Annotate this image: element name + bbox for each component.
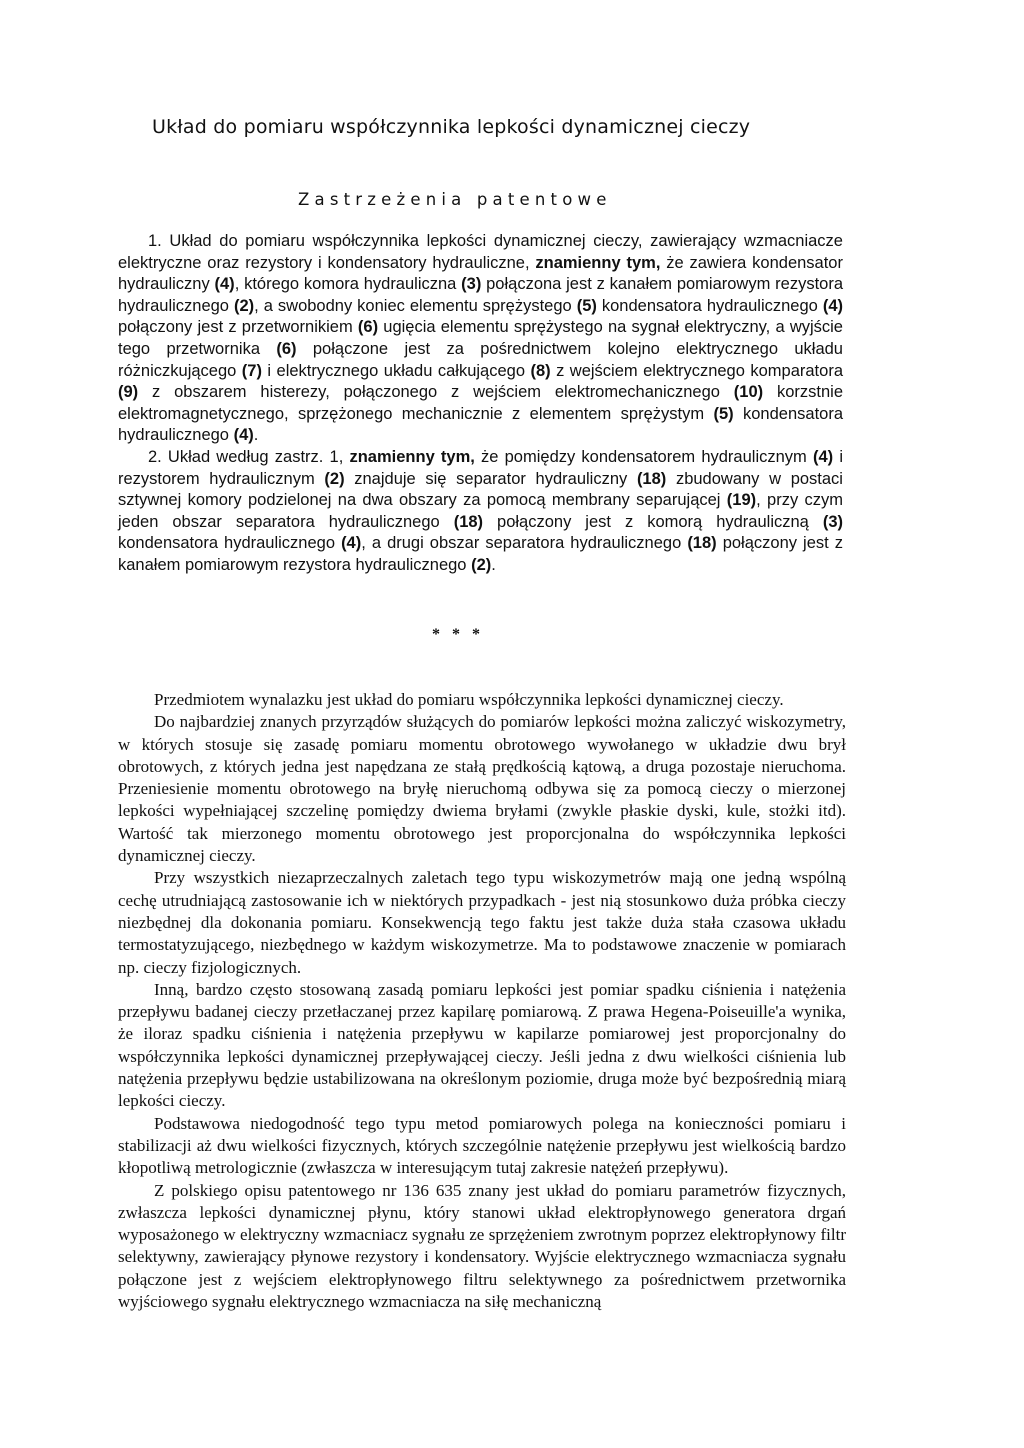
claim-bold-segment: (4) bbox=[341, 534, 362, 553]
claim-bold-segment: (10) bbox=[733, 383, 764, 402]
claim-bold-segment: (3) bbox=[461, 275, 482, 294]
claim-bold-segment: (7) bbox=[241, 361, 262, 380]
claim-bold-segment: (5) bbox=[713, 404, 734, 423]
claim-bold-segment: (2) bbox=[233, 296, 255, 315]
claim-bold-segment: (18) bbox=[687, 534, 717, 553]
description-paragraph: Do najbardziej znanych przyrządów służących do pomiarów lepkości można zaliczyć wiskozymetry, w których stosuje się zasadę pomiaru momentu obrotowego wywołanego w układzie dwu brył obrotowych, z których jedna jest napędzana ze stałą prędkością kątową, a druga pozostaje nieruchoma. Przeniesienie momentu obrotowego na bryłę nieruchomą odbywa się za pomocą cieczy o mierzonej lepkości wypełniającej szczelinę pomiędzy dwiema bryłami (zwykle płaskie dyski, kule, stożki itd). Wartość tak mierzonego momentu obrotowego jest proporcjonalna do współczynnika lepkości dynamicznej cieczy. bbox=[118, 712, 846, 866]
section-separator: * * * bbox=[432, 626, 484, 643]
claim-text-segment: kondensatora hydraulicznego bbox=[596, 296, 823, 315]
claim-text-segment: z wejściem elektrycznego komparatora bbox=[550, 361, 843, 380]
claim-text-segment: kondensatora hydraulicznego bbox=[118, 404, 843, 445]
claim-text-segment: . bbox=[253, 426, 259, 445]
claim-bold-segment: (18) bbox=[453, 512, 484, 531]
claim-text-segment: połączony jest z komorą hydrauliczną bbox=[483, 512, 823, 531]
claim-bold-segment: (6) bbox=[276, 339, 297, 358]
claim-bold-segment: (3) bbox=[822, 512, 843, 531]
claims-section bbox=[118, 231, 843, 577]
claim-text-segment: , przy czym jeden obszar separatora hydraulicznego bbox=[118, 491, 843, 531]
claim-bold-segment: (4) bbox=[812, 447, 834, 466]
claim-text-segment: kondensatora hydraulicznego bbox=[118, 534, 342, 553]
claim-text-segment: że pomiędzy kondensatorem hydraulicznym bbox=[474, 447, 813, 466]
claim-text-segment: połączone jest za pośrednictwem kolejno elektrycznego układu różniczkującego bbox=[118, 339, 843, 380]
claim-text-segment: 1. Układ do pomiaru współczynnika lepkości dynamicznej cieczy, zawierający wzmacniacze elektryczne oraz rezystory i kondensatory hydrauliczne, bbox=[118, 232, 843, 272]
claim-text-segment: korzstnie elektromagnetycznego, sprzężonego mechanicznie z elementem sprężystym bbox=[118, 383, 843, 423]
claim-text-segment: 2. Układ według zastrz. 1, bbox=[148, 447, 350, 466]
claim-text-segment: znajduje się separator hydrauliczny bbox=[344, 469, 637, 488]
claim-text-segment: zbudowany w postaci sztywnej komory podzielonej na dwa obszary za pomocą membrany separującej bbox=[118, 469, 843, 510]
claim-text-segment: . bbox=[491, 555, 496, 574]
claim-bold-segment: (4) bbox=[214, 275, 235, 294]
claim-bold-segment: znamienny tym, bbox=[535, 253, 661, 272]
claim-text-segment: połączony jest z kanałem pomiarowym rezystora hydraulicznego bbox=[118, 534, 843, 574]
description-paragraph: Inną, bardzo często stosowaną zasadą pomiaru lepkości jest pomiar spadku ciśnienia i natężenia przepływu badanej cieczy przetłaczanej przez kapilarę pomiarową. Z prawa Hegena-Poiseuille'a wynika, że iloraz spadku ciśnienia i natężenia przepływu w kapilarze pomiarowej jest proporcjonalny do współczynnika lepkości dynamicznej przepływającej cieczy. Jeśli jedna z dwu wielkości ciśnienia lub natężenia przepływu będzie ustabilizowana na określonym poziomie, druga może być bezpośrednią miarą lepkości cieczy. bbox=[118, 979, 846, 1111]
claim-bold-segment: (2) bbox=[471, 555, 492, 574]
description-paragraph: Z polskiego opisu patentowego nr 136 635 znany jest układ do pomiaru parametrów fizycznych, zwłaszcza lepkości dynamicznej płynu, który stanowi układ elektropłynowego generatora drgań wyposażonego w elektryczny wzmacniacz sygnału ze sprzężeniem zwrotnym poprzez elektropłynowy filtr selektywny, zawierający płynowe rezystory i kondensatory. Wyjście elektrycznego wzmacniacza sygnału połączone jest z wejściem elektropłynowego filtru selektywnego za pośrednictwem przetwornika wyjściowego sygnału elektrycznego wzmacniacza na siłę mechaniczną bbox=[118, 1180, 846, 1312]
claim-bold-segment: (4) bbox=[822, 296, 843, 315]
claim-text-segment: ugięcia elementu sprężystego na sygnał elektryczny, a wyjście tego przetwornika bbox=[118, 318, 843, 358]
claims-heading: Zastrzeżenia patentowe bbox=[298, 190, 612, 209]
description-paragraph: Przy wszystkich niezaprzeczalnych zaletach tego typu wiskozymetrów mają one jedną wspólną cechę utrudniającą zastosowanie ich w niektórych przypadkach - jest nią stosunkowo duża próbka cieczy niezbędnej dla dokonania pomiaru. Konsekwencją tego faktu jest także duża stała czasowa układu termostatyzującego, niezbędnego w każdym wiskozymetrze. Ma to podstawowe znaczenie w pomiarach np. cieczy fizjologicznych. bbox=[118, 868, 846, 977]
claim-bold-segment: (19) bbox=[726, 491, 757, 510]
description-paragraph: Podstawowa niedogodność tego typu metod pomiarowych polega na konieczności pomiaru i stabilizacji aż dwu wielkości fizycznych, których szczególnie natężenie przepływu jest wielkością bardzo kłopotliwą metrologicznie (zwłaszcza w interesującym tutaj zakresie natężeń przepływu). bbox=[118, 1113, 846, 1178]
claim-bold-segment: (2) bbox=[324, 469, 345, 488]
claim-1 bbox=[118, 231, 843, 447]
claim-bold-segment: (4) bbox=[233, 426, 254, 445]
description-paragraph: Przedmiotem wynalazku jest układ do pomiaru współczynnika lepkości dynamicznej cieczy. bbox=[154, 690, 784, 709]
claim-text-segment: , a swobodny koniec elementu sprężystego bbox=[254, 296, 577, 315]
claim-bold-segment: (18) bbox=[636, 469, 667, 488]
description-section bbox=[118, 689, 846, 1313]
claim-text-segment: połączona jest z kanałem pomiarowym rezystora hydraulicznego bbox=[118, 275, 843, 315]
claim-text-segment: , którego komora hydrauliczna bbox=[234, 275, 462, 294]
claim-2 bbox=[118, 447, 843, 577]
claim-bold-segment: znamienny tym, bbox=[349, 447, 475, 466]
document-title: Układ do pomiaru współczynnika lepkości dynamicznej cieczy bbox=[152, 116, 751, 138]
claim-bold-segment: (9) bbox=[118, 383, 139, 402]
claim-bold-segment: (6) bbox=[357, 318, 379, 337]
claim-text-segment: połączony jest z przetwornikiem bbox=[118, 318, 358, 337]
claim-text-segment: z obszarem histerezy, połączonego z wejściem elektromechanicznego bbox=[138, 383, 734, 402]
claim-text-segment: , a drugi obszar separatora hydraulicznego bbox=[361, 534, 688, 553]
claim-bold-segment: (5) bbox=[576, 296, 597, 315]
claim-text-segment: i rezystorem hydraulicznym bbox=[118, 447, 843, 488]
claim-bold-segment: (8) bbox=[530, 361, 551, 380]
claim-text-segment: i elektrycznego układu całkującego bbox=[261, 361, 531, 380]
claim-text-segment: że zawiera kondensator hydrauliczny bbox=[118, 253, 843, 294]
